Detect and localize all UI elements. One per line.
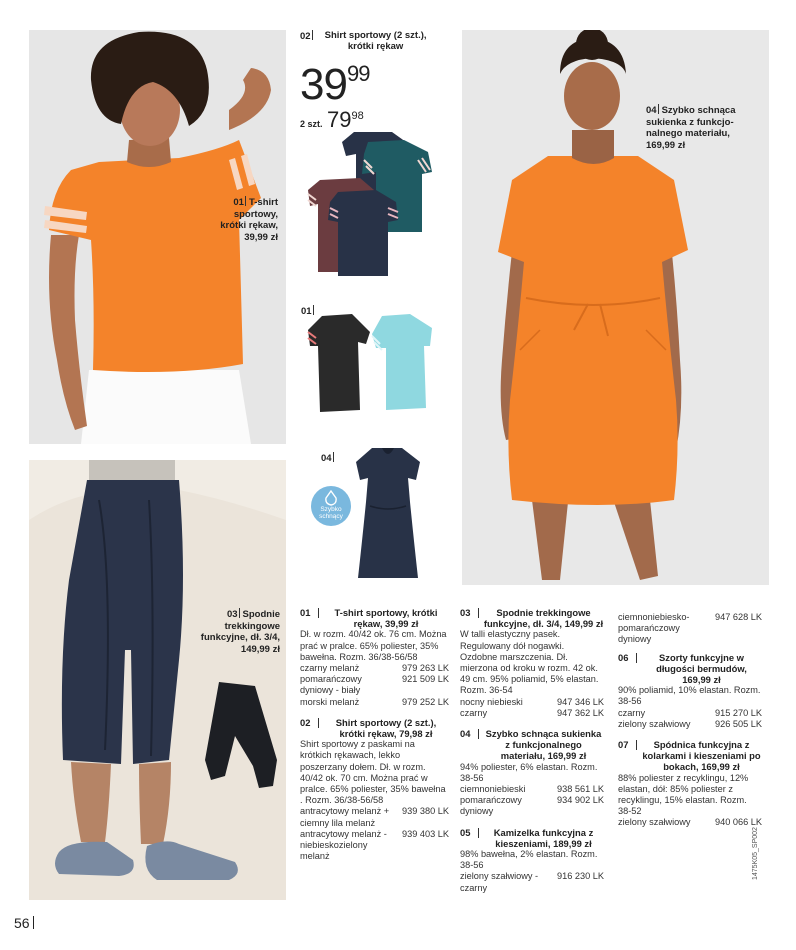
color-name: pomarańczowy dyniowy - biały — [300, 674, 362, 696]
separator — [478, 608, 479, 618]
catalog-code: 1475K05_SP002 — [752, 827, 759, 880]
label-dress-num: 04 — [646, 105, 657, 116]
product-column-2 — [460, 607, 604, 903]
separator — [658, 104, 659, 114]
separator — [636, 653, 637, 663]
sku-code: 947 628 LK — [714, 612, 762, 622]
product-title: T-shirt sportowy, krótki rękaw, 39,99 zł — [334, 607, 438, 630]
product-description: 88% poliester z recyklingu, 12% elastan, dół: 85% poliester z recyklingu, 15% elastan. Rozm. 38-52 — [618, 772, 749, 817]
color-name: ciemnoniebieski — [460, 784, 526, 795]
sku-code: 921 509 LK — [401, 674, 449, 685]
product-07 — [618, 739, 762, 829]
color-row — [460, 871, 604, 893]
sku-code: 940 066 LK — [714, 817, 762, 828]
product-title: Szybko schnąca sukienka z funkcjonalnego materiału, 169,99 zł — [485, 728, 602, 762]
tshirt-colors-image — [306, 312, 436, 418]
promo-title: Shirt sportowy (2 szt.), krótki rękaw — [324, 30, 427, 52]
color-name: zielony szałwiowy — [618, 718, 691, 729]
color-name: antracytowy melanż - niebieskozielony melanż — [300, 828, 387, 862]
color-row — [618, 719, 762, 730]
label-tshirt-num: 01 — [233, 197, 244, 208]
sku-code: 926 505 LK — [714, 718, 762, 729]
color-name: czarny — [618, 707, 646, 718]
color-name: ciemnoniebiesko-pomarańczowy dyniowy — [618, 612, 690, 645]
dress-navy-image — [352, 446, 424, 580]
product-06 — [618, 652, 762, 730]
color-name: morski melanż — [300, 696, 360, 707]
product-01 — [300, 607, 449, 708]
label-pants-text: Spodnie trekkingowe funkcyjne, dł. 3/4, 149,99 zł — [200, 609, 280, 655]
label-dress-text: Szybko schnąca sukienka z funkcjo-nalnego materiału, 169,99 zł — [646, 105, 736, 151]
product-column-3 — [618, 612, 762, 838]
product-description: W talli elastyczny pasek. Regulowany dół nogawki. Ozdobne marszczenia. Dł. mierzona od kroku w rozm. 42 ok. 49 cm. 95% poliamid, 5% elastan. Rozm. 36-54 — [460, 629, 599, 696]
product-num: 06 — [618, 651, 629, 663]
separator — [636, 740, 637, 750]
product-num: 02 — [300, 716, 311, 728]
separator — [245, 196, 246, 206]
separator — [239, 608, 240, 618]
product-num: 04 — [460, 728, 471, 740]
water-drop-icon — [323, 490, 339, 506]
product-title: Kamizelka funkcyjna z kieszeniami, 189,99 zł — [493, 826, 594, 849]
separator — [312, 30, 313, 40]
color-row — [460, 697, 604, 708]
color-row — [618, 817, 762, 828]
label-dress — [646, 104, 758, 151]
label-pants-num: 03 — [226, 609, 238, 620]
product-num: 05 — [460, 826, 471, 838]
product-heading — [618, 739, 762, 773]
product-title: Shirt sportowy (2 szt.), krótki rękaw, 79,98 zł — [335, 716, 437, 740]
badge-line1: Szybko — [320, 506, 342, 513]
promo-title-block — [300, 30, 460, 52]
sku-code: 939 403 LK — [401, 828, 449, 839]
sku-code: 947 346 LK — [556, 696, 604, 707]
color-row — [300, 663, 449, 674]
product-heading — [460, 607, 604, 629]
sku-code: 934 902 LK — [556, 795, 604, 806]
separator — [333, 452, 334, 462]
color-row — [618, 708, 762, 719]
badge-line2: schnący — [319, 513, 343, 520]
color-row — [460, 708, 604, 719]
label-pants — [196, 608, 280, 655]
label-small-01-num: 01 — [301, 306, 312, 317]
separator — [478, 729, 479, 739]
separator — [318, 718, 319, 728]
color-row — [460, 795, 604, 817]
sku-code: 915 270 LK — [714, 707, 762, 718]
color-name: czarny — [460, 707, 488, 718]
product-heading — [300, 717, 449, 739]
color-row-continued — [618, 612, 762, 646]
product-05 — [460, 827, 604, 894]
color-name: pomarańczowy dyniowy — [460, 795, 522, 817]
label-tshirt-text: T-shirt sportowy, krótki rękaw, 39,99 zł — [220, 197, 278, 243]
pants-model-illustration — [29, 460, 286, 900]
product-num: 01 — [300, 607, 311, 618]
color-row — [300, 829, 449, 863]
color-row — [300, 697, 449, 708]
product-description: 94% poliester, 6% elastan. Rozm. 38-56 — [460, 761, 598, 783]
separator — [33, 916, 34, 929]
product-description: Shirt sportowy z paskami na krótkich rękawach, lekko poszerzany dołem. Dł. w rozm. 40/42 ok. 70 cm. Można prać w pralce. 65% poliester, 35% bawełna . Rozm. 36/38-56/58 — [300, 739, 446, 806]
product-heading — [460, 728, 604, 762]
product-heading — [618, 652, 762, 686]
label-small-04-num: 04 — [321, 453, 332, 464]
product-description: 98% bawełna, 2% elastan. Rozm. 38-56 — [460, 849, 598, 871]
promo-price-cents: 99 — [346, 61, 370, 86]
color-row — [300, 806, 449, 828]
promo-num: 02 — [300, 31, 311, 42]
quick-dry-badge — [311, 486, 351, 526]
promo-shirt-2pack — [300, 30, 460, 133]
shirts-2pack-image — [306, 128, 436, 276]
page-number-value: 56 — [14, 915, 30, 931]
product-description: 90% poliamid, 10% elastan. Rozm. 38-56 — [618, 685, 761, 707]
product-heading — [300, 607, 449, 629]
label-tshirt — [208, 196, 278, 243]
promo-multi-main: 79 — [326, 107, 352, 132]
color-name: zielony szałwiowy - czarny — [460, 871, 539, 893]
color-row — [460, 784, 604, 795]
color-name: antracytowy melanż + ciemny lila melanż — [300, 806, 390, 828]
promo-price-main: 39 — [300, 60, 347, 109]
separator — [478, 828, 479, 838]
sku-code: 938 561 LK — [556, 784, 604, 795]
sku-code: 939 380 LK — [401, 806, 449, 817]
photo-pants-model — [29, 460, 286, 900]
color-name: zielony szałwiowy — [618, 817, 691, 828]
product-title: Szorty funkcyjne w długości bermudów, 169,99 zł — [656, 651, 747, 686]
product-num: 07 — [618, 739, 629, 751]
sku-code: 947 362 LK — [556, 707, 604, 718]
product-num: 03 — [460, 607, 471, 618]
product-04 — [460, 728, 604, 818]
sku-code: 916 230 LK — [556, 871, 604, 882]
product-title: Spódnica funkcyjna z kolarkami i kieszeniami po bokach, 169,99 zł — [642, 739, 761, 773]
product-description: Dł. w rozm. 40/42 ok. 76 cm. Można prać w pralce. 65% poliester, 35% bawełna. Rozm. 36/38-56/58 — [300, 629, 447, 662]
color-name: nocny niebieski — [460, 696, 523, 707]
product-column-1 — [300, 607, 449, 871]
product-title: Spodnie trekkingowe funkcyjne, dł. 3/4, 149,99 zł — [483, 607, 604, 630]
page-number — [14, 915, 34, 931]
color-name: czarny melanż — [300, 663, 360, 674]
promo-price — [300, 54, 460, 109]
separator — [318, 608, 319, 618]
product-heading — [460, 827, 604, 849]
promo-multi-cents: 98 — [351, 110, 364, 122]
label-small-04 — [321, 452, 337, 465]
color-row — [300, 674, 449, 696]
product-02 — [300, 717, 449, 863]
promo-multi-prefix: 2 szt. — [300, 119, 323, 129]
sku-code: 979 252 LK — [401, 696, 449, 707]
sku-code: 979 263 LK — [401, 663, 449, 674]
product-03 — [460, 607, 604, 719]
